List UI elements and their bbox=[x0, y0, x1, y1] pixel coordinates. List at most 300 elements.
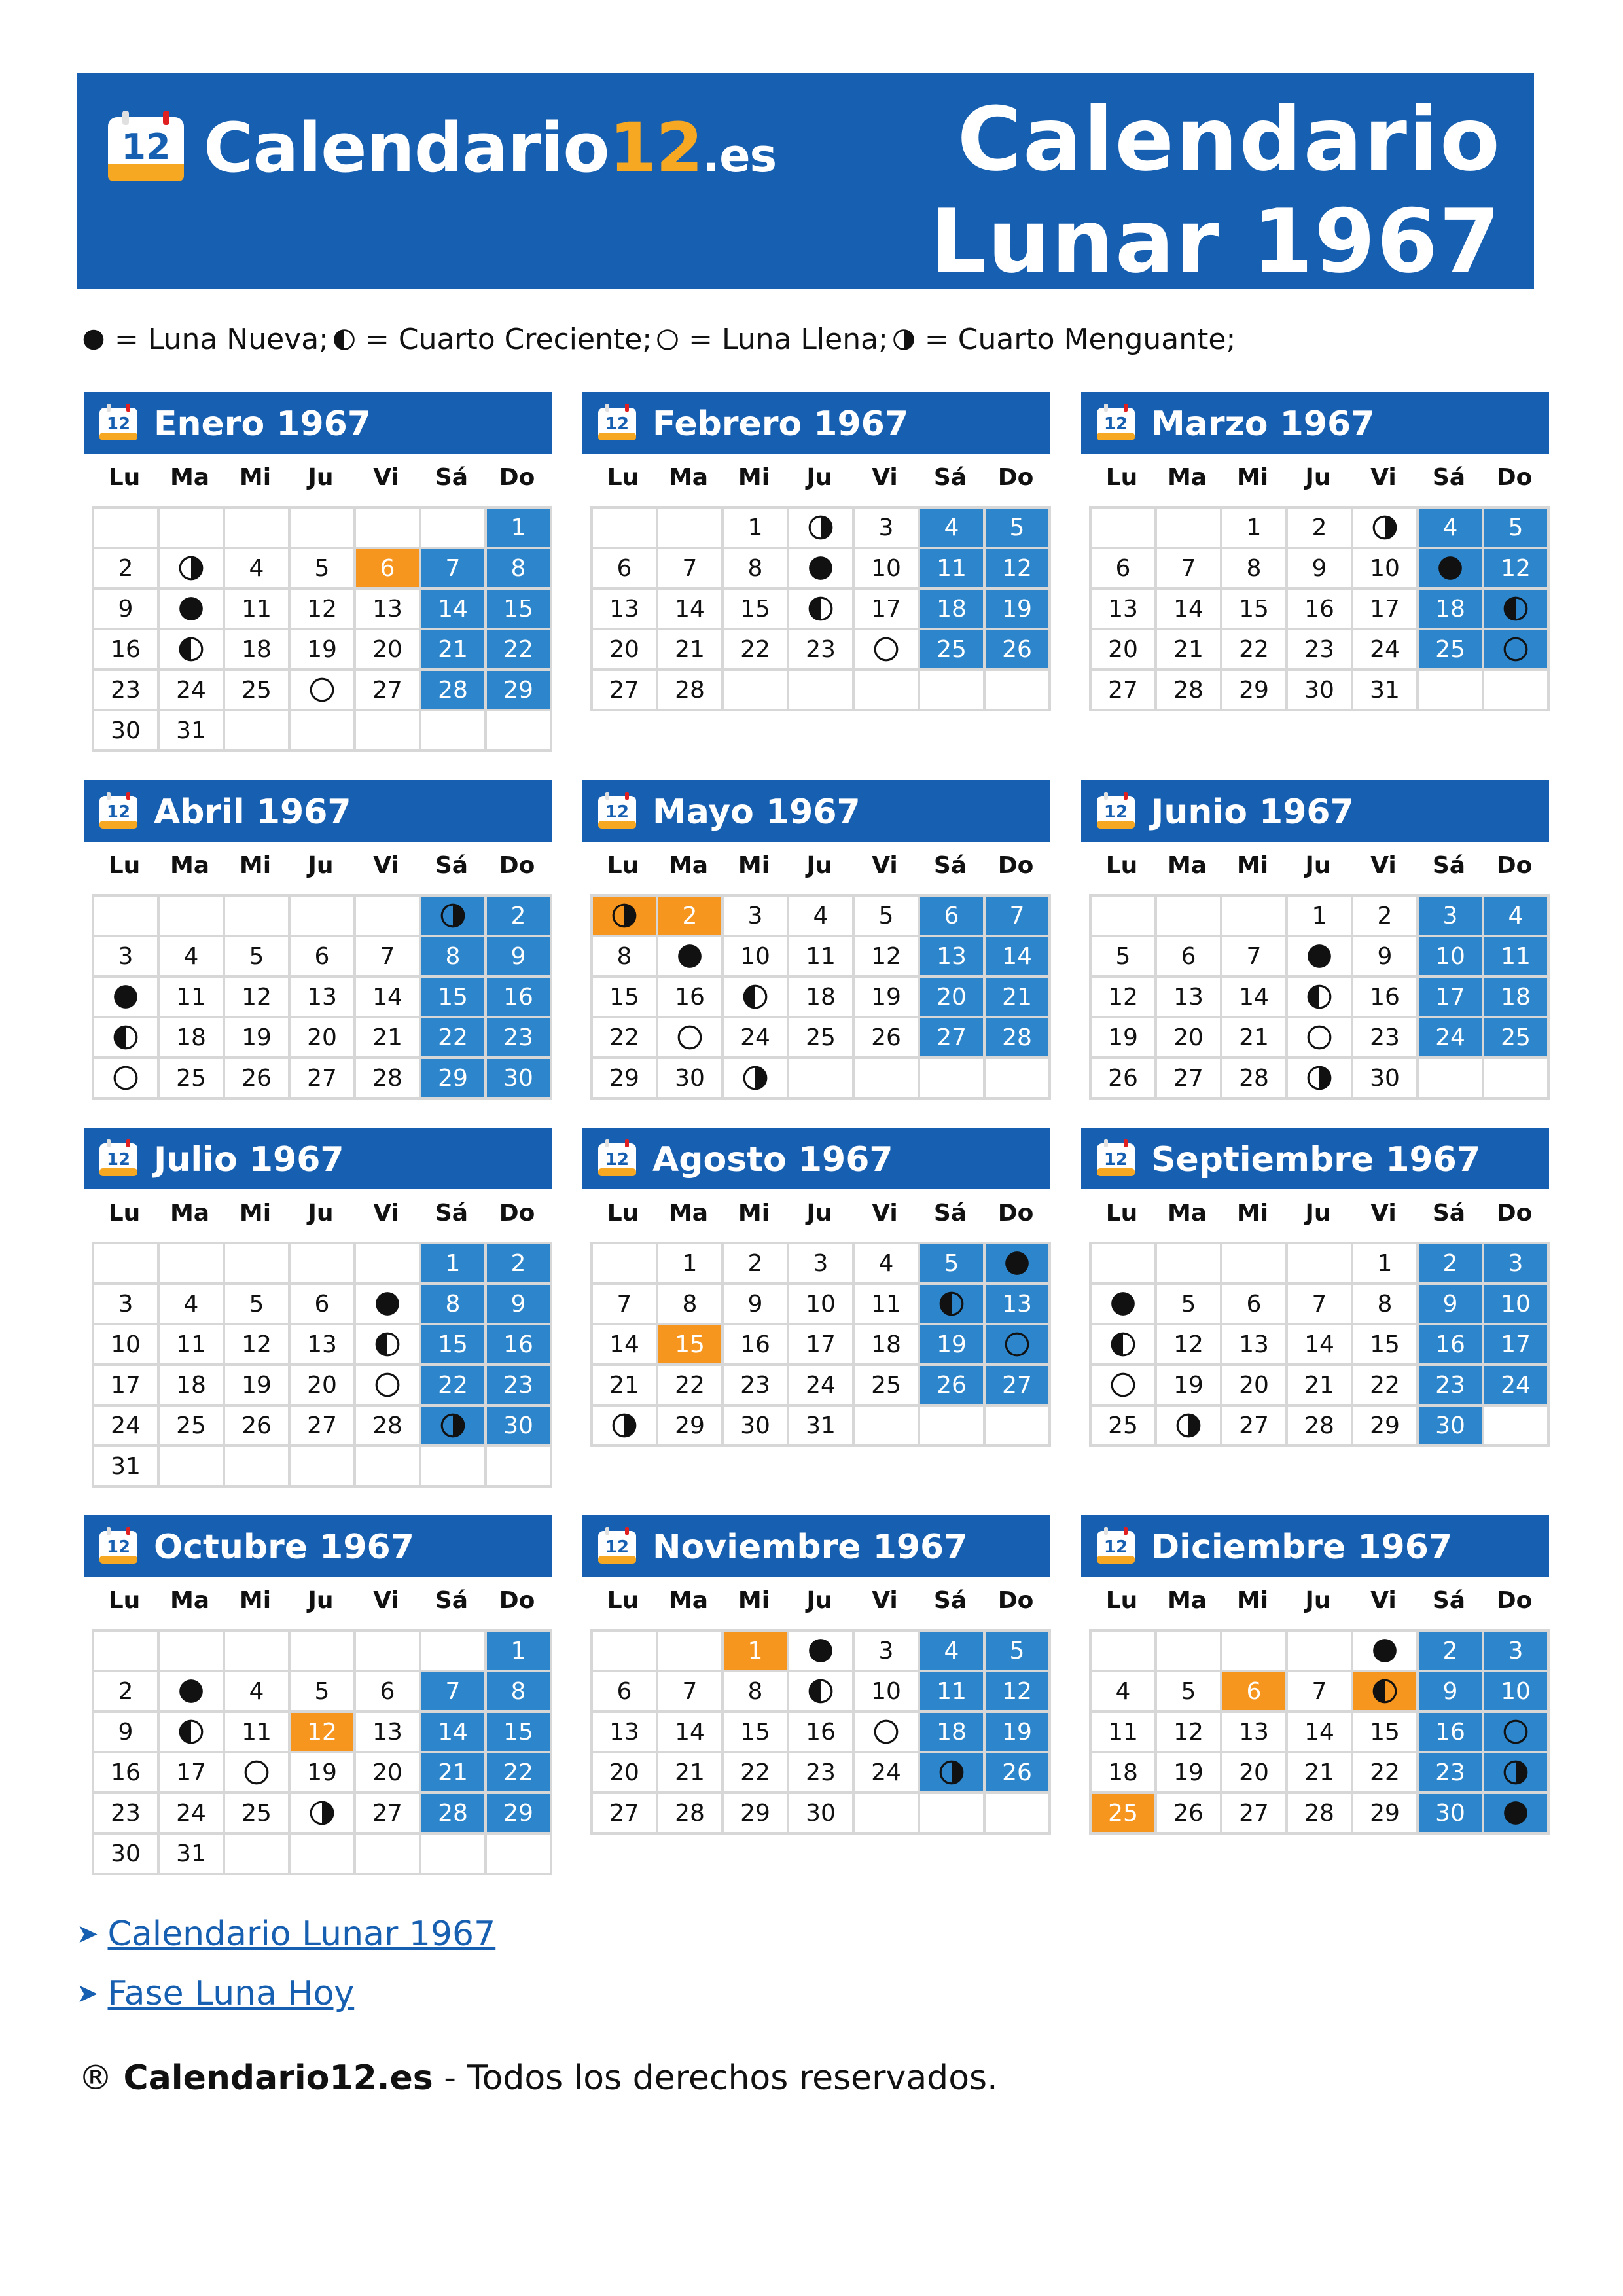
day-cell[interactable]: 11 bbox=[920, 1672, 986, 1713]
day-cell[interactable]: 31 bbox=[1353, 671, 1419, 711]
day-cell[interactable]: 14 bbox=[356, 978, 421, 1018]
day-cell[interactable]: 28 bbox=[658, 1794, 724, 1835]
day-cell[interactable]: 18 bbox=[1092, 1753, 1157, 1794]
day-cell[interactable]: 28 bbox=[1288, 1407, 1353, 1447]
day-cell[interactable]: 11 bbox=[160, 1325, 225, 1366]
day-cell[interactable]: 18 bbox=[920, 1713, 986, 1753]
day-cell[interactable]: 25 bbox=[1092, 1794, 1157, 1835]
day-cell[interactable]: 16 bbox=[487, 978, 552, 1018]
day-cell[interactable]: 19 bbox=[1157, 1753, 1222, 1794]
day-cell[interactable]: 15 bbox=[1353, 1325, 1419, 1366]
day-cell[interactable]: 28 bbox=[986, 1018, 1051, 1059]
day-cell[interactable]: 20 bbox=[1092, 630, 1157, 671]
day-cell[interactable]: 22 bbox=[487, 1753, 552, 1794]
day-cell[interactable]: 2 bbox=[1419, 1244, 1484, 1285]
day-cell[interactable]: 6 bbox=[593, 1672, 658, 1713]
day-cell[interactable]: 25 bbox=[225, 671, 291, 711]
day-cell[interactable]: 23 bbox=[1353, 1018, 1419, 1059]
day-cell[interactable]: 18 bbox=[855, 1325, 920, 1366]
day-cell[interactable]: 10 bbox=[94, 1325, 160, 1366]
day-cell[interactable]: 16 bbox=[1419, 1325, 1484, 1366]
day-cell[interactable] bbox=[1484, 590, 1550, 630]
day-cell[interactable]: 26 bbox=[986, 1753, 1051, 1794]
day-cell[interactable]: 6 bbox=[593, 549, 658, 590]
day-cell[interactable]: 30 bbox=[658, 1059, 724, 1100]
day-cell[interactable]: 3 bbox=[1419, 897, 1484, 937]
day-cell[interactable]: 17 bbox=[1419, 978, 1484, 1018]
day-cell[interactable]: 8 bbox=[1222, 549, 1288, 590]
day-cell[interactable]: 2 bbox=[487, 897, 552, 937]
day-cell[interactable]: 20 bbox=[593, 630, 658, 671]
day-cell[interactable] bbox=[1288, 937, 1353, 978]
day-cell[interactable]: 7 bbox=[1157, 549, 1222, 590]
day-cell[interactable]: 14 bbox=[593, 1325, 658, 1366]
day-cell[interactable]: 23 bbox=[1288, 630, 1353, 671]
day-cell[interactable]: 29 bbox=[658, 1407, 724, 1447]
day-cell[interactable]: 10 bbox=[1419, 937, 1484, 978]
day-cell[interactable]: 24 bbox=[1419, 1018, 1484, 1059]
day-cell[interactable] bbox=[789, 1632, 855, 1672]
day-cell[interactable]: 8 bbox=[487, 1672, 552, 1713]
day-cell[interactable]: 27 bbox=[920, 1018, 986, 1059]
day-cell[interactable]: 8 bbox=[1353, 1285, 1419, 1325]
day-cell[interactable]: 7 bbox=[356, 937, 421, 978]
day-cell[interactable]: 7 bbox=[593, 1285, 658, 1325]
day-cell[interactable]: 4 bbox=[160, 937, 225, 978]
day-cell[interactable]: 7 bbox=[1222, 937, 1288, 978]
day-cell[interactable]: 29 bbox=[421, 1059, 487, 1100]
day-cell[interactable]: 12 bbox=[225, 1325, 291, 1366]
day-cell[interactable]: 8 bbox=[724, 549, 789, 590]
day-cell[interactable]: 21 bbox=[658, 630, 724, 671]
day-cell[interactable]: 20 bbox=[356, 1753, 421, 1794]
day-cell[interactable]: 29 bbox=[593, 1059, 658, 1100]
day-cell[interactable]: 25 bbox=[789, 1018, 855, 1059]
day-cell[interactable] bbox=[1157, 1407, 1222, 1447]
day-cell[interactable]: 12 bbox=[1157, 1325, 1222, 1366]
day-cell[interactable]: 27 bbox=[356, 671, 421, 711]
day-cell[interactable]: 28 bbox=[658, 671, 724, 711]
day-cell[interactable]: 12 bbox=[291, 590, 356, 630]
day-cell[interactable] bbox=[920, 1285, 986, 1325]
day-cell[interactable]: 16 bbox=[487, 1325, 552, 1366]
day-cell[interactable]: 30 bbox=[1353, 1059, 1419, 1100]
day-cell[interactable]: 21 bbox=[421, 1753, 487, 1794]
day-cell[interactable]: 3 bbox=[855, 1632, 920, 1672]
day-cell[interactable]: 19 bbox=[225, 1366, 291, 1407]
day-cell[interactable] bbox=[986, 1244, 1051, 1285]
day-cell[interactable]: 6 bbox=[1222, 1285, 1288, 1325]
day-cell[interactable]: 14 bbox=[658, 590, 724, 630]
day-cell[interactable]: 10 bbox=[1484, 1672, 1550, 1713]
day-cell[interactable]: 12 bbox=[855, 937, 920, 978]
day-cell[interactable] bbox=[1288, 1059, 1353, 1100]
day-cell[interactable]: 10 bbox=[855, 1672, 920, 1713]
day-cell[interactable]: 30 bbox=[94, 711, 160, 752]
day-cell[interactable]: 2 bbox=[94, 1672, 160, 1713]
day-cell[interactable]: 2 bbox=[94, 549, 160, 590]
day-cell[interactable] bbox=[1419, 549, 1484, 590]
day-cell[interactable]: 23 bbox=[94, 671, 160, 711]
day-cell[interactable]: 9 bbox=[487, 937, 552, 978]
day-cell[interactable] bbox=[593, 897, 658, 937]
day-cell[interactable]: 16 bbox=[658, 978, 724, 1018]
day-cell[interactable]: 15 bbox=[593, 978, 658, 1018]
day-cell[interactable]: 17 bbox=[789, 1325, 855, 1366]
day-cell[interactable]: 22 bbox=[658, 1366, 724, 1407]
day-cell[interactable]: 24 bbox=[724, 1018, 789, 1059]
day-cell[interactable]: 10 bbox=[1353, 549, 1419, 590]
day-cell[interactable] bbox=[658, 937, 724, 978]
day-cell[interactable]: 18 bbox=[920, 590, 986, 630]
day-cell[interactable]: 21 bbox=[1157, 630, 1222, 671]
day-cell[interactable]: 27 bbox=[1157, 1059, 1222, 1100]
day-cell[interactable]: 11 bbox=[225, 1713, 291, 1753]
day-cell[interactable]: 20 bbox=[1157, 1018, 1222, 1059]
day-cell[interactable]: 25 bbox=[855, 1366, 920, 1407]
day-cell[interactable]: 7 bbox=[658, 549, 724, 590]
day-cell[interactable] bbox=[789, 549, 855, 590]
day-cell[interactable]: 24 bbox=[160, 1794, 225, 1835]
day-cell[interactable]: 15 bbox=[658, 1325, 724, 1366]
day-cell[interactable]: 28 bbox=[1288, 1794, 1353, 1835]
day-cell[interactable]: 6 bbox=[356, 549, 421, 590]
day-cell[interactable]: 24 bbox=[789, 1366, 855, 1407]
day-cell[interactable]: 11 bbox=[160, 978, 225, 1018]
day-cell[interactable]: 17 bbox=[855, 590, 920, 630]
day-cell[interactable]: 1 bbox=[421, 1244, 487, 1285]
day-cell[interactable]: 2 bbox=[1288, 509, 1353, 549]
day-cell[interactable] bbox=[421, 897, 487, 937]
day-cell[interactable]: 21 bbox=[658, 1753, 724, 1794]
day-cell[interactable]: 15 bbox=[421, 1325, 487, 1366]
day-cell[interactable] bbox=[160, 590, 225, 630]
day-cell[interactable]: 22 bbox=[1222, 630, 1288, 671]
day-cell[interactable]: 26 bbox=[1092, 1059, 1157, 1100]
link-fase-luna-hoy[interactable]: Fase Luna Hoy bbox=[107, 1974, 355, 2013]
day-cell[interactable]: 26 bbox=[920, 1366, 986, 1407]
day-cell[interactable]: 7 bbox=[421, 1672, 487, 1713]
day-cell[interactable]: 12 bbox=[986, 549, 1051, 590]
day-cell[interactable]: 18 bbox=[789, 978, 855, 1018]
day-cell[interactable]: 14 bbox=[1288, 1713, 1353, 1753]
day-cell[interactable]: 31 bbox=[94, 1447, 160, 1488]
day-cell[interactable]: 30 bbox=[1419, 1794, 1484, 1835]
day-cell[interactable]: 21 bbox=[593, 1366, 658, 1407]
day-cell[interactable]: 2 bbox=[487, 1244, 552, 1285]
day-cell[interactable]: 9 bbox=[1288, 549, 1353, 590]
day-cell[interactable] bbox=[1353, 509, 1419, 549]
day-cell[interactable]: 14 bbox=[1288, 1325, 1353, 1366]
day-cell[interactable]: 16 bbox=[94, 630, 160, 671]
day-cell[interactable]: 23 bbox=[1419, 1753, 1484, 1794]
day-cell[interactable]: 5 bbox=[986, 509, 1051, 549]
day-cell[interactable]: 5 bbox=[920, 1244, 986, 1285]
day-cell[interactable]: 28 bbox=[421, 671, 487, 711]
day-cell[interactable]: 24 bbox=[1353, 630, 1419, 671]
day-cell[interactable]: 17 bbox=[1353, 590, 1419, 630]
day-cell[interactable] bbox=[160, 1713, 225, 1753]
day-cell[interactable] bbox=[1484, 1753, 1550, 1794]
day-cell[interactable]: 23 bbox=[487, 1018, 552, 1059]
day-cell[interactable]: 30 bbox=[789, 1794, 855, 1835]
day-cell[interactable]: 4 bbox=[789, 897, 855, 937]
day-cell[interactable] bbox=[1092, 1325, 1157, 1366]
day-cell[interactable]: 18 bbox=[1484, 978, 1550, 1018]
day-cell[interactable] bbox=[1288, 1018, 1353, 1059]
day-cell[interactable]: 5 bbox=[225, 1285, 291, 1325]
day-cell[interactable]: 1 bbox=[487, 509, 552, 549]
day-cell[interactable]: 10 bbox=[789, 1285, 855, 1325]
day-cell[interactable]: 16 bbox=[94, 1753, 160, 1794]
day-cell[interactable]: 11 bbox=[225, 590, 291, 630]
day-cell[interactable]: 19 bbox=[1157, 1366, 1222, 1407]
day-cell[interactable]: 29 bbox=[724, 1794, 789, 1835]
day-cell[interactable]: 30 bbox=[487, 1407, 552, 1447]
day-cell[interactable]: 19 bbox=[1092, 1018, 1157, 1059]
day-cell[interactable]: 16 bbox=[1419, 1713, 1484, 1753]
day-cell[interactable]: 25 bbox=[1092, 1407, 1157, 1447]
day-cell[interactable]: 27 bbox=[1222, 1794, 1288, 1835]
day-cell[interactable]: 5 bbox=[225, 937, 291, 978]
day-cell[interactable]: 2 bbox=[724, 1244, 789, 1285]
day-cell[interactable] bbox=[789, 1672, 855, 1713]
day-cell[interactable]: 22 bbox=[1353, 1753, 1419, 1794]
day-cell[interactable]: 20 bbox=[1222, 1753, 1288, 1794]
day-cell[interactable] bbox=[1353, 1672, 1419, 1713]
day-cell[interactable] bbox=[94, 978, 160, 1018]
day-cell[interactable]: 20 bbox=[1222, 1366, 1288, 1407]
day-cell[interactable]: 14 bbox=[658, 1713, 724, 1753]
day-cell[interactable]: 22 bbox=[421, 1366, 487, 1407]
day-cell[interactable]: 14 bbox=[421, 1713, 487, 1753]
day-cell[interactable]: 3 bbox=[1484, 1632, 1550, 1672]
day-cell[interactable]: 23 bbox=[789, 1753, 855, 1794]
day-cell[interactable]: 1 bbox=[658, 1244, 724, 1285]
day-cell[interactable]: 3 bbox=[855, 509, 920, 549]
day-cell[interactable] bbox=[356, 1325, 421, 1366]
day-cell[interactable] bbox=[855, 1713, 920, 1753]
day-cell[interactable]: 24 bbox=[94, 1407, 160, 1447]
day-cell[interactable]: 21 bbox=[1222, 1018, 1288, 1059]
day-cell[interactable]: 14 bbox=[421, 590, 487, 630]
day-cell[interactable]: 12 bbox=[986, 1672, 1051, 1713]
day-cell[interactable]: 21 bbox=[356, 1018, 421, 1059]
day-cell[interactable]: 13 bbox=[1092, 590, 1157, 630]
day-cell[interactable]: 30 bbox=[724, 1407, 789, 1447]
day-cell[interactable]: 17 bbox=[1484, 1325, 1550, 1366]
day-cell[interactable] bbox=[1092, 1366, 1157, 1407]
day-cell[interactable]: 9 bbox=[94, 1713, 160, 1753]
day-cell[interactable] bbox=[160, 1672, 225, 1713]
day-cell[interactable]: 29 bbox=[487, 671, 552, 711]
day-cell[interactable]: 27 bbox=[593, 671, 658, 711]
day-cell[interactable]: 15 bbox=[1353, 1713, 1419, 1753]
day-cell[interactable]: 25 bbox=[160, 1059, 225, 1100]
day-cell[interactable]: 29 bbox=[1353, 1407, 1419, 1447]
day-cell[interactable]: 28 bbox=[421, 1794, 487, 1835]
day-cell[interactable]: 22 bbox=[724, 630, 789, 671]
day-cell[interactable]: 18 bbox=[1419, 590, 1484, 630]
day-cell[interactable]: 23 bbox=[724, 1366, 789, 1407]
day-cell[interactable]: 23 bbox=[487, 1366, 552, 1407]
day-cell[interactable]: 27 bbox=[1092, 671, 1157, 711]
day-cell[interactable]: 29 bbox=[1353, 1794, 1419, 1835]
day-cell[interactable] bbox=[920, 1753, 986, 1794]
day-cell[interactable]: 11 bbox=[1484, 937, 1550, 978]
day-cell[interactable] bbox=[356, 1366, 421, 1407]
day-cell[interactable]: 12 bbox=[1484, 549, 1550, 590]
day-cell[interactable]: 4 bbox=[160, 1285, 225, 1325]
day-cell[interactable]: 1 bbox=[724, 509, 789, 549]
day-cell[interactable]: 21 bbox=[1288, 1366, 1353, 1407]
day-cell[interactable]: 9 bbox=[94, 590, 160, 630]
day-cell[interactable]: 13 bbox=[356, 590, 421, 630]
day-cell[interactable]: 15 bbox=[487, 590, 552, 630]
day-cell[interactable]: 25 bbox=[1484, 1018, 1550, 1059]
day-cell[interactable]: 7 bbox=[986, 897, 1051, 937]
day-cell[interactable]: 26 bbox=[855, 1018, 920, 1059]
day-cell[interactable]: 13 bbox=[593, 590, 658, 630]
day-cell[interactable] bbox=[1484, 1794, 1550, 1835]
day-cell[interactable]: 18 bbox=[160, 1018, 225, 1059]
day-cell[interactable]: 4 bbox=[225, 549, 291, 590]
day-cell[interactable]: 11 bbox=[1092, 1713, 1157, 1753]
day-cell[interactable]: 2 bbox=[1419, 1632, 1484, 1672]
day-cell[interactable]: 19 bbox=[291, 630, 356, 671]
day-cell[interactable]: 3 bbox=[94, 937, 160, 978]
day-cell[interactable]: 26 bbox=[225, 1059, 291, 1100]
day-cell[interactable]: 6 bbox=[1222, 1672, 1288, 1713]
day-cell[interactable]: 23 bbox=[789, 630, 855, 671]
day-cell[interactable]: 5 bbox=[1092, 937, 1157, 978]
day-cell[interactable]: 26 bbox=[986, 630, 1051, 671]
day-cell[interactable]: 20 bbox=[291, 1018, 356, 1059]
day-cell[interactable]: 28 bbox=[356, 1407, 421, 1447]
day-cell[interactable]: 5 bbox=[291, 549, 356, 590]
day-cell[interactable]: 7 bbox=[1288, 1672, 1353, 1713]
day-cell[interactable] bbox=[1092, 1285, 1157, 1325]
day-cell[interactable]: 31 bbox=[160, 1835, 225, 1875]
day-cell[interactable]: 9 bbox=[1353, 937, 1419, 978]
day-cell[interactable]: 7 bbox=[1288, 1285, 1353, 1325]
day-cell[interactable]: 20 bbox=[593, 1753, 658, 1794]
day-cell[interactable]: 25 bbox=[160, 1407, 225, 1447]
day-cell[interactable]: 14 bbox=[986, 937, 1051, 978]
day-cell[interactable]: 22 bbox=[487, 630, 552, 671]
day-cell[interactable]: 26 bbox=[225, 1407, 291, 1447]
day-cell[interactable] bbox=[94, 1059, 160, 1100]
day-cell[interactable] bbox=[789, 590, 855, 630]
day-cell[interactable]: 5 bbox=[291, 1672, 356, 1713]
day-cell[interactable]: 19 bbox=[920, 1325, 986, 1366]
day-cell[interactable]: 4 bbox=[920, 509, 986, 549]
day-cell[interactable]: 9 bbox=[1419, 1672, 1484, 1713]
day-cell[interactable] bbox=[160, 549, 225, 590]
day-cell[interactable]: 5 bbox=[986, 1632, 1051, 1672]
day-cell[interactable]: 11 bbox=[920, 549, 986, 590]
day-cell[interactable] bbox=[724, 978, 789, 1018]
day-cell[interactable]: 9 bbox=[1419, 1285, 1484, 1325]
day-cell[interactable]: 20 bbox=[920, 978, 986, 1018]
day-cell[interactable] bbox=[356, 1285, 421, 1325]
day-cell[interactable]: 30 bbox=[1419, 1407, 1484, 1447]
day-cell[interactable]: 23 bbox=[1419, 1366, 1484, 1407]
day-cell[interactable]: 13 bbox=[986, 1285, 1051, 1325]
day-cell[interactable] bbox=[291, 1794, 356, 1835]
day-cell[interactable]: 25 bbox=[225, 1794, 291, 1835]
day-cell[interactable]: 28 bbox=[356, 1059, 421, 1100]
day-cell[interactable]: 8 bbox=[724, 1672, 789, 1713]
day-cell[interactable]: 31 bbox=[789, 1407, 855, 1447]
day-cell[interactable]: 20 bbox=[356, 630, 421, 671]
day-cell[interactable]: 17 bbox=[94, 1366, 160, 1407]
day-cell[interactable]: 1 bbox=[487, 1632, 552, 1672]
day-cell[interactable]: 17 bbox=[160, 1753, 225, 1794]
day-cell[interactable]: 19 bbox=[986, 590, 1051, 630]
day-cell[interactable]: 19 bbox=[291, 1753, 356, 1794]
day-cell[interactable]: 11 bbox=[855, 1285, 920, 1325]
day-cell[interactable]: 1 bbox=[1353, 1244, 1419, 1285]
day-cell[interactable]: 24 bbox=[160, 671, 225, 711]
day-cell[interactable]: 18 bbox=[160, 1366, 225, 1407]
day-cell[interactable]: 16 bbox=[1288, 590, 1353, 630]
logo-text[interactable] bbox=[204, 99, 776, 205]
day-cell[interactable]: 29 bbox=[487, 1794, 552, 1835]
day-cell[interactable] bbox=[291, 671, 356, 711]
day-cell[interactable]: 26 bbox=[1157, 1794, 1222, 1835]
day-cell[interactable]: 24 bbox=[1484, 1366, 1550, 1407]
day-cell[interactable]: 30 bbox=[94, 1835, 160, 1875]
day-cell[interactable]: 10 bbox=[724, 937, 789, 978]
day-cell[interactable]: 10 bbox=[1484, 1285, 1550, 1325]
day-cell[interactable]: 1 bbox=[724, 1632, 789, 1672]
day-cell[interactable] bbox=[986, 1325, 1051, 1366]
day-cell[interactable]: 22 bbox=[421, 1018, 487, 1059]
day-cell[interactable]: 3 bbox=[94, 1285, 160, 1325]
day-cell[interactable]: 22 bbox=[593, 1018, 658, 1059]
day-cell[interactable]: 12 bbox=[225, 978, 291, 1018]
day-cell[interactable]: 4 bbox=[225, 1672, 291, 1713]
day-cell[interactable]: 4 bbox=[1092, 1672, 1157, 1713]
day-cell[interactable]: 31 bbox=[160, 711, 225, 752]
day-cell[interactable]: 5 bbox=[1157, 1672, 1222, 1713]
day-cell[interactable] bbox=[789, 509, 855, 549]
day-cell[interactable]: 25 bbox=[920, 630, 986, 671]
day-cell[interactable]: 28 bbox=[1157, 671, 1222, 711]
day-cell[interactable]: 16 bbox=[789, 1713, 855, 1753]
day-cell[interactable]: 25 bbox=[1419, 630, 1484, 671]
day-cell[interactable]: 27 bbox=[291, 1059, 356, 1100]
day-cell[interactable] bbox=[1484, 1713, 1550, 1753]
day-cell[interactable]: 10 bbox=[855, 549, 920, 590]
day-cell[interactable]: 22 bbox=[1353, 1366, 1419, 1407]
day-cell[interactable]: 30 bbox=[1288, 671, 1353, 711]
day-cell[interactable]: 8 bbox=[421, 1285, 487, 1325]
day-cell[interactable]: 27 bbox=[356, 1794, 421, 1835]
day-cell[interactable]: 13 bbox=[291, 978, 356, 1018]
day-cell[interactable]: 6 bbox=[920, 897, 986, 937]
day-cell[interactable]: 11 bbox=[789, 937, 855, 978]
day-cell[interactable]: 19 bbox=[225, 1018, 291, 1059]
day-cell[interactable]: 13 bbox=[920, 937, 986, 978]
day-cell[interactable]: 12 bbox=[1157, 1713, 1222, 1753]
day-cell[interactable] bbox=[658, 1018, 724, 1059]
day-cell[interactable] bbox=[94, 1018, 160, 1059]
day-cell[interactable]: 5 bbox=[1484, 509, 1550, 549]
day-cell[interactable]: 1 bbox=[1288, 897, 1353, 937]
day-cell[interactable]: 8 bbox=[593, 937, 658, 978]
